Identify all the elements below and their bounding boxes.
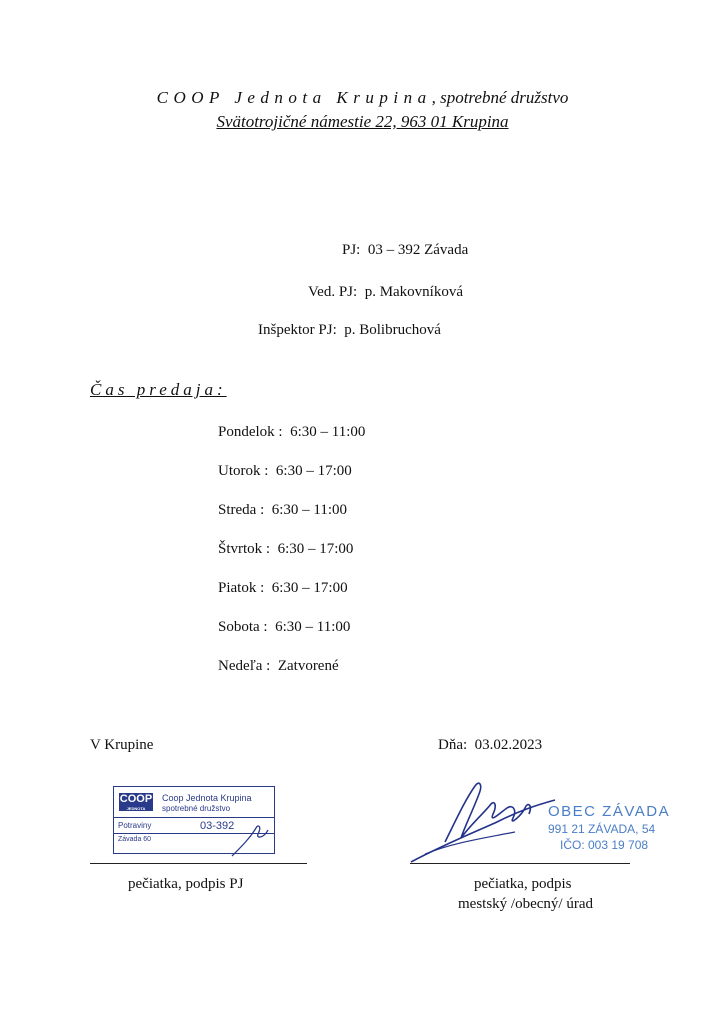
hours-time: Zatvorené — [277, 658, 339, 674]
left-signature-label: pečiatka, podpis PJ — [128, 876, 244, 892]
pj-value: 03 – 392 Závada — [367, 242, 469, 258]
hours-title: Čas predaja: — [90, 380, 227, 399]
hours-day: Piatok : — [218, 580, 265, 596]
hours-row — [218, 541, 353, 558]
hours-row — [218, 658, 339, 675]
stamp-right-line2: 991 21 ZÁVADA, 54 — [548, 822, 656, 836]
inspector-line — [258, 322, 441, 339]
coop-logo — [119, 793, 153, 811]
stamp-right-line1: OBEC ZÁVADA — [548, 803, 671, 820]
hours-day: Nedeľa : — [218, 658, 271, 674]
date-line — [438, 737, 542, 754]
left-signature-line — [90, 863, 307, 864]
inspector-label: Inšpektor PJ: — [258, 322, 337, 338]
organization-name — [0, 88, 725, 108]
hours-row — [218, 580, 348, 597]
left-signature-mark — [228, 812, 278, 862]
right-signature-label-1: pečiatka, podpis — [474, 876, 572, 892]
inspector-value: p. Bolibruchová — [344, 322, 441, 338]
hours-row — [218, 463, 352, 480]
handwritten-signature — [405, 772, 565, 868]
place: V Krupine — [90, 737, 154, 753]
hours-day: Streda : — [218, 502, 265, 518]
hours-time: 6:30 – 11:00 — [275, 619, 351, 635]
org-suffix: , spotrebné družstvo — [431, 88, 569, 107]
hours-time: 6:30 – 17:00 — [271, 580, 348, 596]
org-name: COOP Jednota Krupina — [156, 88, 432, 107]
pj-label: PJ: — [342, 242, 361, 258]
manager-label: Ved. PJ: — [308, 284, 358, 300]
hours-row — [218, 424, 365, 441]
organization-address: Svätotrojičné námestie 22, 963 01 Krupina — [216, 112, 509, 131]
coop-logo-sub: JEDNOTA — [126, 806, 146, 811]
stamp-line1: Coop Jednota Krupina — [162, 793, 252, 803]
stamp-code: 03-392 — [200, 820, 235, 832]
hours-time: 6:30 – 17:00 — [275, 463, 352, 479]
date-label: Dňa: — [438, 737, 468, 753]
right-signature-line — [410, 863, 630, 864]
hours-day: Sobota : — [218, 619, 268, 635]
stamp-line2: spotrebné družstvo — [162, 804, 231, 813]
pj-line — [342, 242, 468, 259]
hours-day: Štvrtok : — [218, 541, 271, 557]
hours-day: Utorok : — [218, 463, 269, 479]
hours-time: 6:30 – 17:00 — [277, 541, 354, 557]
hours-row — [218, 619, 350, 636]
hours-time: 6:30 – 11:00 — [290, 424, 366, 440]
coop-logo-text: COOP — [119, 793, 153, 805]
stamp-label-b: Závada 60 — [118, 836, 152, 843]
hours-row — [218, 502, 347, 519]
right-signature-label-2: mestský /obecný/ úrad — [458, 896, 593, 912]
manager-line — [308, 284, 463, 301]
hours-day: Pondelok : — [218, 424, 283, 440]
hours-time: 6:30 – 11:00 — [271, 502, 348, 518]
manager-value: p. Makovníková — [364, 284, 464, 300]
municipality-stamp — [548, 803, 670, 852]
stamp-label-a: Potraviny — [118, 821, 152, 830]
stamp-right-line3: IČO: 003 19 708 — [560, 838, 649, 852]
date-value: 03.02.2023 — [474, 737, 543, 753]
